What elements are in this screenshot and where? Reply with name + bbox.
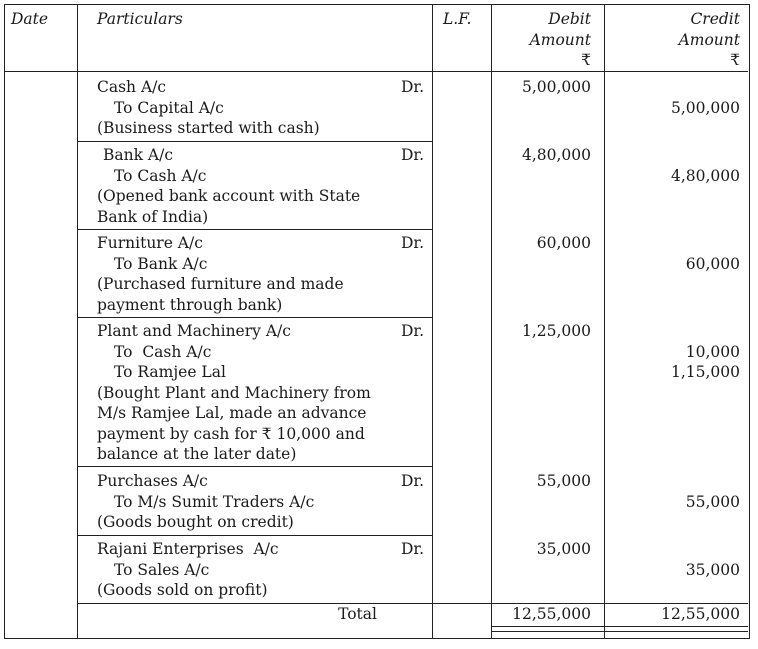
entry-credit-amount: 1,15,000 [670, 363, 740, 381]
entry-debit-amount: 4,80,000 [521, 146, 591, 164]
header-debit-line1: Debit [548, 10, 591, 28]
entry-debit-amount: 5,00,000 [521, 78, 591, 96]
entry-dr-label: Dr. [400, 322, 424, 340]
entry-debit-account: Purchases A/c [97, 472, 208, 490]
col-divider-debit [604, 5, 605, 638]
total-label: Total [338, 605, 377, 623]
entry-narration: payment by cash for ₹ 10,000 and [97, 424, 365, 443]
entry-narration: (Goods bought on credit) [97, 513, 294, 531]
entry-narration: Bank of India) [97, 207, 209, 226]
entry-debit-account: Furniture A/c [97, 234, 203, 252]
col-divider-date [77, 5, 78, 638]
entry-narration: M/s Ramjee Lal, made an advance [97, 404, 367, 422]
col-divider-particulars [432, 5, 433, 638]
header-particulars: Particulars [97, 10, 183, 28]
entry-credit-account: To Cash A/c [114, 342, 212, 361]
total-debit-amount: 12,55,000 [512, 605, 591, 623]
entry-credit-account: To Ramjee Lal [114, 363, 226, 381]
entry-debit-amount: 55,000 [536, 472, 591, 490]
entry-dr-label: Dr. [400, 472, 424, 490]
header-credit-currency: ₹ [730, 51, 740, 69]
entry-debit-account: Bank A/c [103, 146, 174, 164]
entry-dr-label: Dr. [400, 78, 424, 96]
entry-dr-label: Dr. [400, 540, 424, 558]
entry-debit-account: Cash A/c [97, 78, 167, 96]
entry-narration: (Goods sold on profit) [97, 581, 268, 599]
entry-credit-account: To Capital A/c [114, 98, 224, 117]
header-rule [5, 71, 748, 72]
entry-credit-account: To Sales A/c [114, 560, 210, 579]
entry-debit-amount: 35,000 [536, 540, 591, 558]
entry-credit-amount: 35,000 [685, 560, 740, 579]
entry-dr-label: Dr. [400, 234, 424, 252]
entry-credit-account: To Cash A/c [114, 166, 207, 185]
col-divider-lf [491, 5, 492, 638]
entry-debit-amount: 1,25,000 [521, 322, 591, 340]
entry-credit-account: To Bank A/c [114, 254, 208, 273]
entry-debit-account: Plant and Machinery A/c [97, 322, 291, 340]
entry-debit-account: Rajani Enterprises A/c [97, 540, 279, 558]
entry-credit-amount: 60,000 [685, 254, 740, 273]
entry-separator [77, 466, 432, 467]
entry-separator [77, 229, 432, 230]
entry-credit-account: To M/s Sumit Traders A/c [114, 492, 315, 511]
entry-separator [77, 317, 432, 318]
entry-separator [77, 535, 432, 536]
entry-credit-amount: 4,80,000 [670, 166, 740, 185]
journal-table [4, 4, 750, 639]
entry-narration: (Opened bank account with State [97, 187, 361, 205]
header-credit-line2: Amount [678, 30, 740, 49]
total-rule-double-1 [491, 626, 748, 627]
entry-credit-amount: 10,000 [685, 342, 740, 361]
entry-credit-amount: 55,000 [685, 492, 740, 511]
total-credit-amount: 12,55,000 [661, 605, 740, 623]
entry-dr-label: Dr. [400, 146, 424, 164]
entry-narration: (Business started with cash) [97, 119, 320, 137]
entry-separator [77, 141, 432, 142]
header-debit-line2: Amount [529, 30, 591, 49]
entry-narration: balance at the later date) [97, 445, 297, 463]
total-rule-double-2 [491, 631, 748, 632]
header-debit-currency: ₹ [581, 51, 591, 69]
header-credit-line1: Credit [690, 10, 740, 28]
entry-narration: payment through bank) [97, 295, 283, 314]
header-lf: L.F. [443, 10, 472, 28]
entry-credit-amount: 5,00,000 [670, 98, 740, 117]
entry-debit-amount: 60,000 [536, 234, 591, 252]
header-date: Date [11, 10, 49, 28]
entry-narration: (Purchased furniture and made [97, 275, 344, 293]
entry-narration: (Bought Plant and Machinery from [97, 383, 371, 402]
